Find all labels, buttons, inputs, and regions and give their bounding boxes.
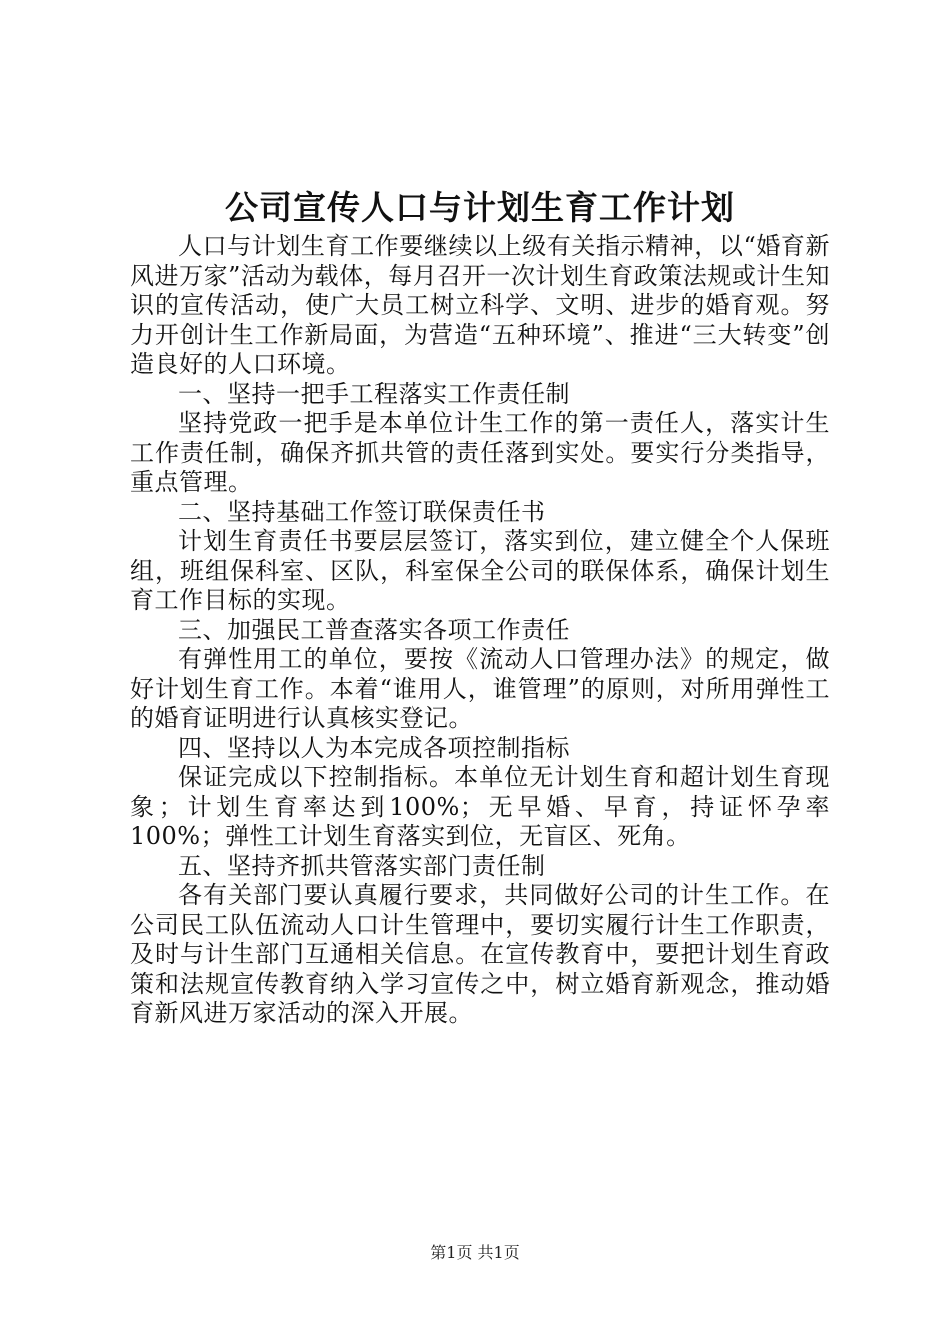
section-paragraph-3: 有弹性用工的单位，要按《流动人口管理办法》的规定，做好计划生育工作。本着“谁用人，谁管理”的原则，对所用弹性工的婚育证明进行认真核实登记。: [130, 645, 830, 732]
intro-paragraph: 人口与计划生育工作要继续以上级有关指示精神，以“婚育新风进万家”活动为载体，每月召开一次计划生育政策法规或计生知识的宣传活动，使广大员工树立科学、文明、进步的婚育观。努力开创计生工作新局面，为营造“五种环境”、推进“三大转变”创造良好的人口环境。: [130, 232, 830, 378]
section-heading-3: 三、加强民工普查落实各项工作责任: [178, 615, 570, 644]
section-paragraph-1: 坚持党政一把手是本单位计生工作的第一责任人，落实计生工作责任制，确保齐抓共管的责任落到实处。要实行分类指导，重点管理。: [130, 409, 830, 496]
document-title: 公司宣传人口与计划生育工作计划: [225, 188, 735, 227]
section-heading-2: 二、坚持基础工作签订联保责任书: [178, 497, 546, 526]
section-paragraph-2: 计划生育责任书要层层签订，落实到位，建立健全个人保班组，班组保科室、区队，科室保全公司的联保体系，确保计划生育工作目标的实现。: [130, 527, 830, 614]
section-paragraph-5: 各有关部门要认真履行要求，共同做好公司的计生工作。在公司民工队伍流动人口计生管理中，要切实履行计生工作职责，及时与计生部门互通相关信息。在宣传教育中，要把计划生育政策和法规宣传教育纳入学习宣传之中，树立婚育新观念，推动婚育新风进万家活动的深入开展。: [130, 881, 830, 1027]
document-page: [130, 186, 830, 1029]
section-paragraph-4: 保证完成以下控制指标。本单位无计划生育和超计划生育现象；计划生育率达到100%；无早婚、早育，持证怀孕率100%；弹性工计划生育落实到位，无盲区、死角。: [130, 763, 830, 850]
section-heading-1: 一、坚持一把手工程落实工作责任制: [178, 379, 570, 408]
section-heading-5: 五、坚持齐抓共管落实部门责任制: [178, 851, 546, 880]
document-body: [130, 232, 830, 1029]
section-heading-4: 四、坚持以人为本完成各项控制指标: [178, 733, 570, 762]
page-number-footer: 第1页 共1页: [430, 1243, 520, 1262]
